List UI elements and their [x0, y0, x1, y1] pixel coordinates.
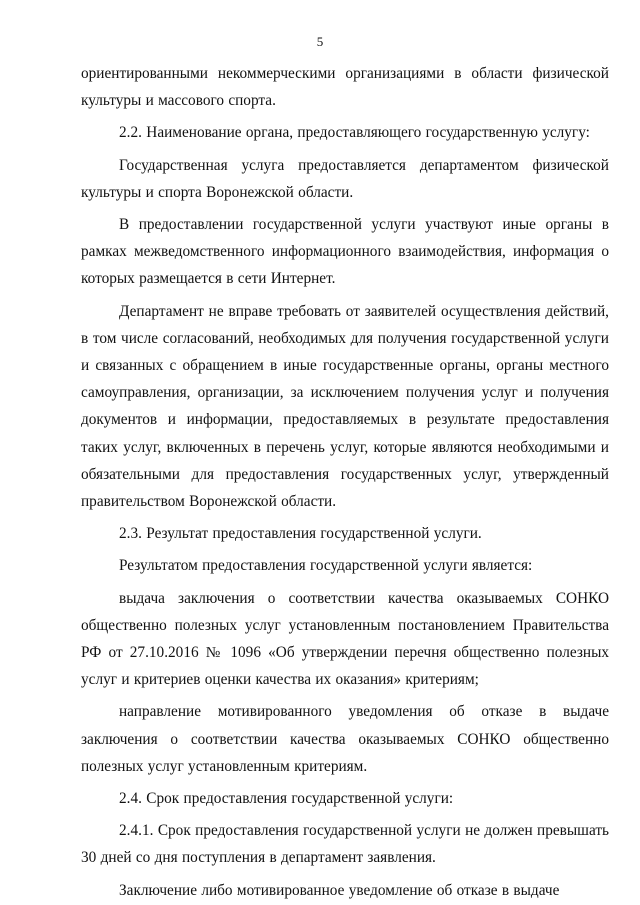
paragraph-result-conclusion: выдача заключения о соответствии качества оказываемых СОНКО общественно полезных услуг установленным постановлением Правительства РФ от 27.10.2016 № 1096 «Об утверждении перечня общественно полезных услуг и критериев оценки качества их оказания» критериям;	[81, 589, 609, 689]
document-body	[81, 60, 609, 904]
paragraph-result-refusal: направление мотивированного уведомления об отказе в выдаче заключения о соответствии качества оказываемых СОНКО общественно полезных услуг установленным критериям.	[81, 703, 609, 775]
section-heading-2-3: 2.3. Результат предоставления государственной услуги.	[119, 525, 482, 543]
section-heading-2-2: 2.2. Наименование органа, предоставляющего государственную услугу:	[119, 124, 590, 142]
paragraph-conclusion-continued: Заключение либо мотивированное уведомление об отказе в выдаче	[119, 881, 560, 899]
section-heading-2-4: 2.4. Срок предоставления государственной услуги:	[119, 790, 454, 808]
paragraph-term-2-4-1: 2.4.1. Срок предоставления государственной услуги не должен превышать 30 дней со дня поступления в департамент заявления.	[81, 822, 609, 867]
paragraph-service-provider: Государственная услуга предоставляется департаментом физической культуры и спорта Воронежской области.	[81, 156, 609, 201]
paragraph-department-restrictions: Департамент не вправе требовать от заявителей осуществления действий, в том числе согласований, необходимых для получения государственной услуги и связанных с обращением в иные государственные органы, органы местного самоуправления, организации, за исключением получения услуг и получения документов и информации, предоставляемых в результате предоставления таких услуг, включенных в перечень услуг, которые являются необходимыми и обязательными для предоставления государственных услуг, утвержденный правительством Воронежской области.	[81, 302, 609, 511]
paragraph-result-intro: Результатом предоставления государственной услуги является:	[119, 557, 533, 575]
page-number: 5	[316, 34, 324, 49]
paragraph-other-bodies: В предоставлении государственной услуги участвуют иные органы в рамках межведомственного информационного взаимодействия, информация о которых размещается в сети Интернет.	[81, 216, 609, 288]
paragraph-continuation: ориентированными некоммерческими организациями в области физической культуры и массового спорта.	[81, 65, 609, 110]
